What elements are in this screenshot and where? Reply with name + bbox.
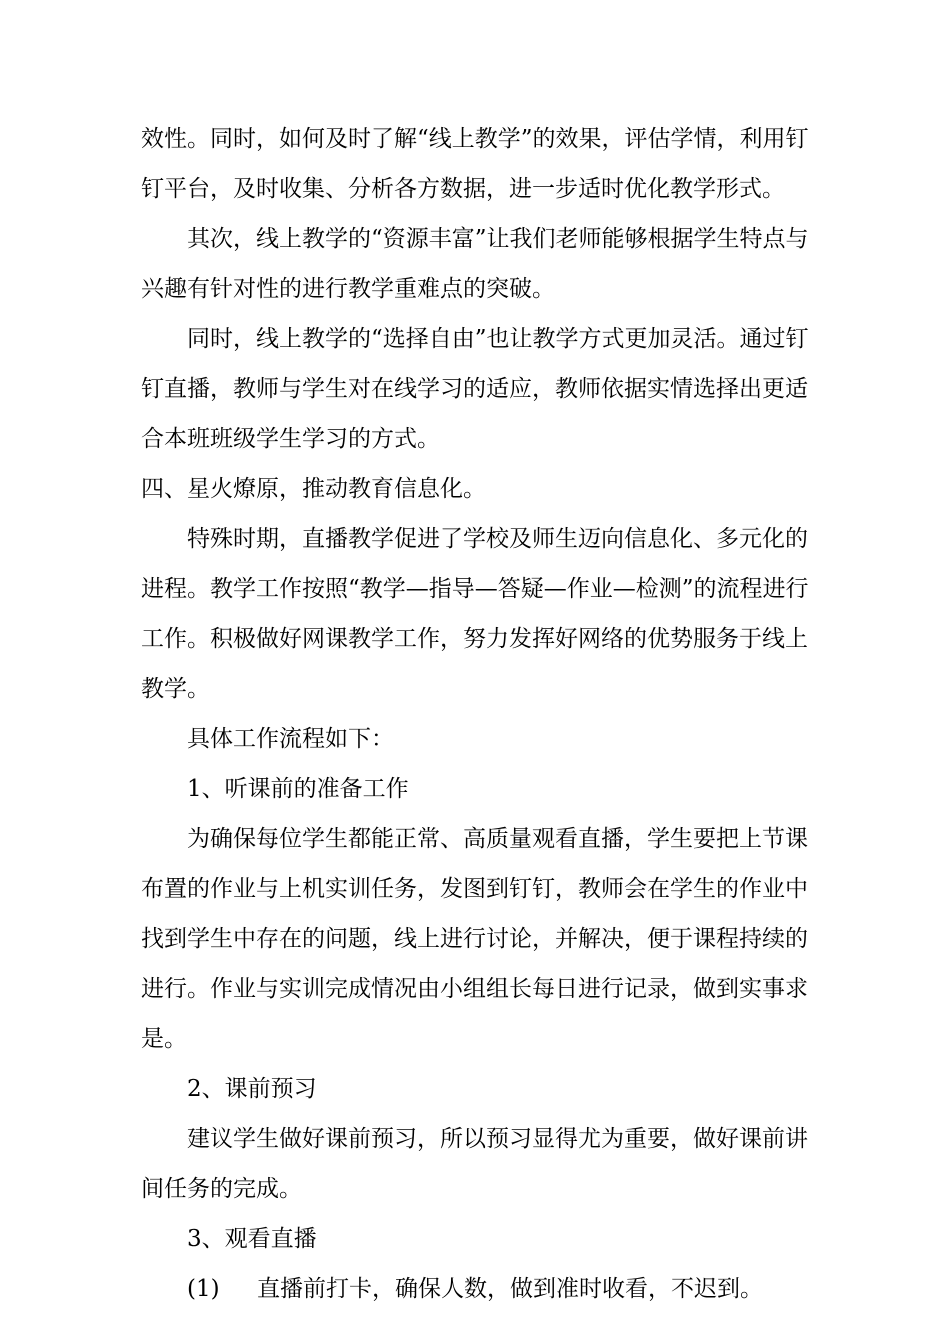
section-heading-four: 四、星火燎原，推动教育信息化。 [141,476,486,502]
sub-item-checkin [141,1264,821,1314]
sub-item-text: 直播前打卡，确保人数，做到准时收看，不迟到。 [257,1276,763,1302]
paragraph-informatization: 特殊时期，直播教学促进了学校及师生迈向信息化、多元化的进程。教学工作按照“教学—指导—答疑—作业—检测”的流程进行工作。积极做好网课教学工作，努力发挥好网络的优势服务于线上教学。 [141,526,809,702]
paragraph-preview-detail: 建议学生做好课前预习，所以预习显得尤为重要，做好课前讲间任务的完成。 [141,1126,808,1202]
paragraph-resources: 其次，线上教学的“资源丰富”让我们老师能够根据学生特点与兴趣有针对性的进行教学重难点的突破。 [141,226,809,302]
paragraph-continuation: 效性。同时，如何及时了解“线上教学”的效果，评估学情，利用钉钉平台，及时收集、分析各方数据，进一步适时优化教学形式。 [141,126,809,202]
list-item-live: 3、观看直播 [187,1226,317,1252]
paragraph-workflow-intro: 具体工作流程如下： [187,726,394,752]
paragraph-freedom: 同时，线上教学的“选择自由”也让教学方式更加灵活。通过钉钉直播，教师与学生对在线学习的适应，教师依据实情选择出更适合本班班级学生学习的方式。 [141,326,809,452]
sub-item-number: (1) [187,1276,220,1302]
list-item-preparation: 1、听课前的准备工作 [187,776,409,802]
paragraph-preparation-detail: 为确保每位学生都能正常、高质量观看直播，学生要把上节课布置的作业与上机实训任务，发图到钉钉，教师会在学生的作业中找到学生中存在的问题，线上进行讨论，并解决，便于课程持续的进行。作业与实训完成情况由小组组长每日进行记录，做到实事求是。 [141,826,808,1052]
list-item-preview: 2、课前预习 [187,1076,317,1102]
document-body [141,114,821,1314]
